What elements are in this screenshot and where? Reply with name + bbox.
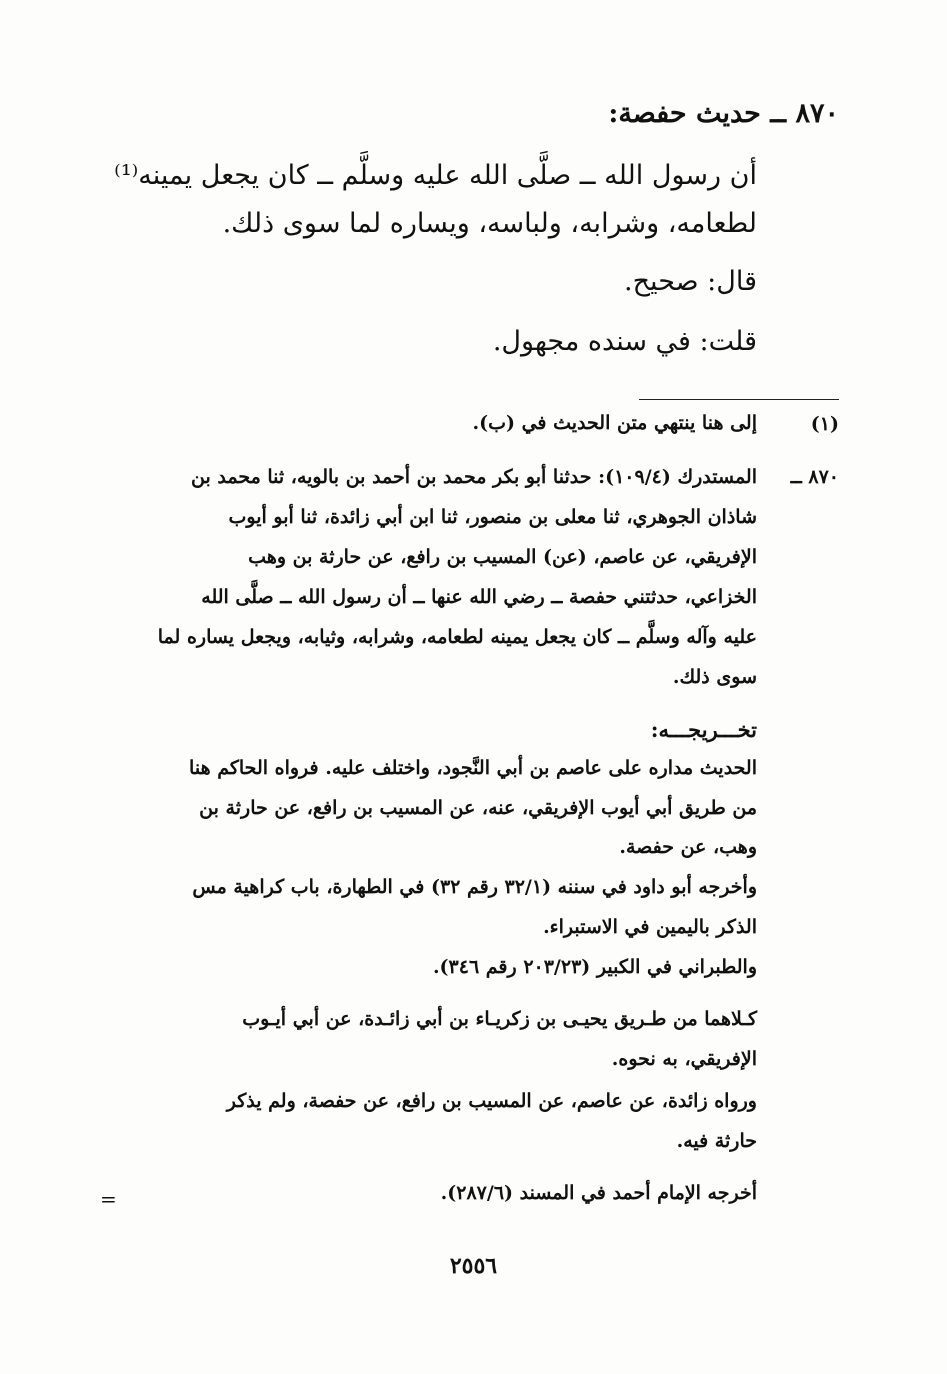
- takhrij-line: حارثة فيه.: [676, 1130, 757, 1152]
- source-line: المستدرك (١٠٩/٤): حدثنا أبو بكر محمد بن أحمد بن بالويه، ثنا محمد بن: [191, 466, 757, 488]
- source-line: الخزاعي، حدثتني حفصة ــ رضي الله عنها ــ أن رسول الله ــ صلَّى الله: [201, 586, 757, 608]
- takhrij-heading: تخـــريجـــه:: [650, 717, 757, 742]
- takhrij-line: الذكر باليمين في الاستبراء.: [543, 916, 757, 938]
- takhrij-line: الحديث مداره على عاصم بن أبي النَّجود، واختلف عليه. فرواه الحاكم هنا: [189, 757, 757, 779]
- takhrij-line: ورواه زائدة، عن عاصم، عن المسيب بن رافع، عن حفصة، ولم يذكر: [226, 1090, 757, 1112]
- footnote-text: إلى هنا ينتهي متن الحديث في (ب).: [472, 412, 757, 434]
- source-line: شاذان الجوهري، ثنا معلى بن منصور، ثنا ابن أبي زائدة، ثنا أبو أيوب: [228, 506, 757, 528]
- footnote-separator: [639, 399, 839, 400]
- page-number: ٢٥٥٦: [449, 1253, 498, 1279]
- hadith-line: لطعامه، وشرابه، ولباسه، ويساره لما سوى ذلك.: [222, 208, 757, 239]
- takhrij-line: والطبراني في الكبير (٢٠٣/٢٣ رقم ٣٤٦).: [432, 956, 757, 978]
- continuation-mark: =: [100, 1187, 117, 1211]
- hadith-title: ٨٧٠ ــ حديث حفصة:: [608, 98, 839, 129]
- ruling-line: قال: صحيح.: [624, 266, 757, 297]
- takhrij-line: وهب، عن حفصة.: [619, 836, 757, 858]
- takhrij-line: من طريق أبي أيوب الإفريقي، عنه، عن المسيب بن رافع، عن حارثة بن: [199, 797, 757, 819]
- footnote-marker: (١): [810, 413, 839, 435]
- takhrij-line: كـلاهما من طـريق يحيـى بن زكريـاء بن أبي زائـدة، عن أبي أيـوب: [242, 1008, 757, 1030]
- source-line: الإفريقي، عن عاصم، (عن) المسيب بن رافع، عن حارثة بن وهب: [248, 546, 757, 568]
- hadith-line: أن رسول الله ــ صلَّى الله عليه وسلَّم ــ كان يجعل يمينه⁽¹⁾: [114, 160, 757, 191]
- source-number: ٨٧٠ ــ: [790, 466, 839, 488]
- source-line: عليه وآله وسلَّم ــ كان يجعل يمينه لطعامه، وشرابه، وثيابه، ويجعل يساره لما: [157, 626, 757, 648]
- takhrij-line: وأخرجه أبو داود في سننه (٣٢/١ رقم ٣٢) في الطهارة، باب كراهية مس: [192, 876, 757, 898]
- comment-line: قلت: في سنده مجهول.: [492, 326, 757, 357]
- takhrij-line: الإفريقي، به نحوه.: [611, 1048, 757, 1070]
- source-line: سوى ذلك.: [672, 666, 757, 688]
- takhrij-line: أخرجه الإمام أحمد في المسند (٢٨٧/٦).: [440, 1182, 757, 1204]
